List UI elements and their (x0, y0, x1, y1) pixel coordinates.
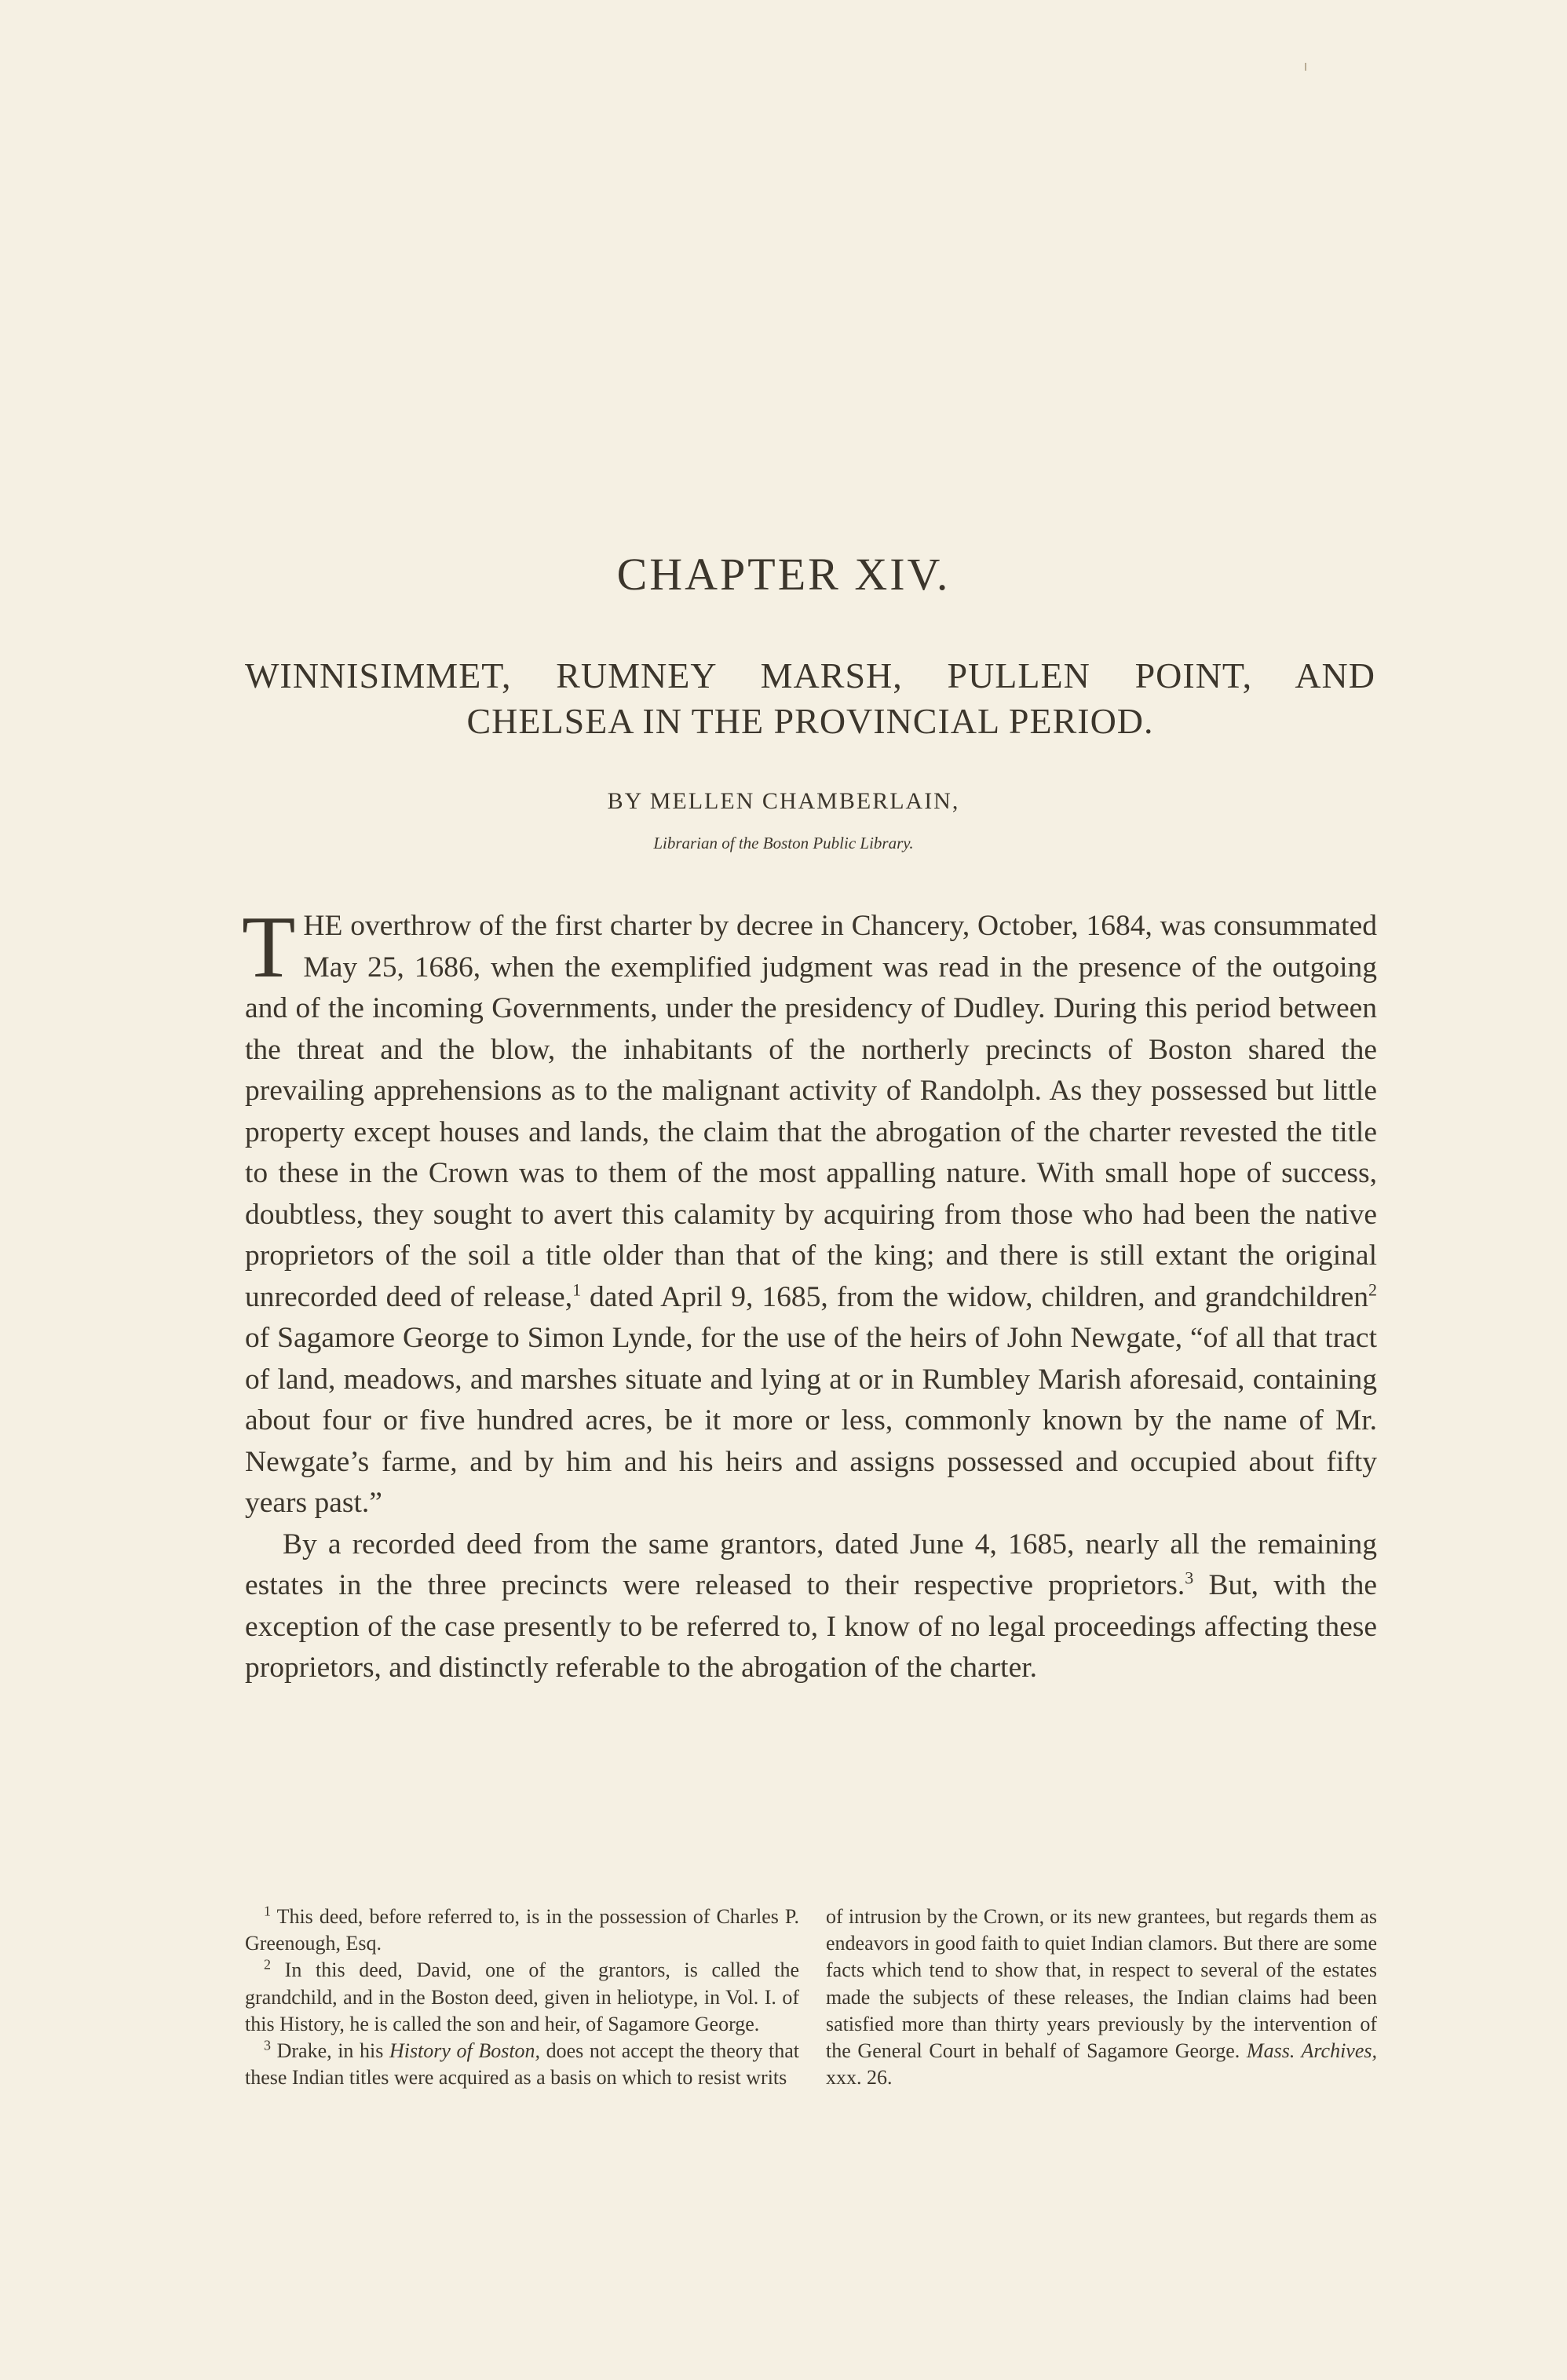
footnote-3-continued (826, 1904, 1377, 2091)
author-byline: BY MELLEN CHAMBERLAIN, (607, 788, 960, 814)
footnote-3-number: 3 (264, 2037, 271, 2053)
page-mark (1305, 63, 1306, 71)
body-text (242, 899, 1378, 1689)
chapter-title (245, 653, 1375, 744)
footnote-1 (245, 1904, 799, 1957)
paragraph-1 (242, 899, 1378, 1524)
paragraph-2 (245, 1524, 1377, 1689)
paragraph-1-text-a: HE overthrow of the first charter by decree in Chancery, October, 1684, was consummated May 25, 1686, when the exemplified judgment was read in the presence of the outgoing and of the incoming Governments, under the presidency of Dudley. During this period between the threat and the blow, the inhabitants of the northerly precincts of Boston shared the prevailing apprehensions as to the malignant activity of Randolph. As they possessed but little property except houses and lands, the claim that the abrogation of the charter revested the title to these in the Crown was to them of the most appalling nature. With small hope of success, doubtless, they sought to avert this calamity by acquiring from those who had been the native proprietors of the soil a title older than that of the king; and there is still extant the original unrecorded deed of release, (245, 910, 1377, 1313)
footnote-3 (245, 2038, 799, 2091)
footnote-3-text-a: Drake, in his (276, 2039, 389, 2063)
footnote-ref-2: 2 (1368, 1279, 1378, 1299)
footnote-3-source: Mass. Archives, (1246, 2039, 1378, 2063)
footnote-2-text: In this deed, David, one of the grantors, is called the grandchild, and in the Boston deed, given in heliotype, in Vol. I. of this History, he is called the son and heir, of Sagamore George. (245, 1958, 799, 2035)
paragraph-1-text-c: of Sagamore George to Simon Lynde, for the use of the heirs of John Newgate, “of all that tract of land, meadows, and marshes situate and lying at or in Rumbley Marish aforesaid, containing about four or five hundred acres, be it more or less, commonly known by the name of Mr. Newgate’s farme, and by him and his heirs and assigns possessed and occupied about fifty years past.” (245, 1322, 1377, 1519)
footnotes-column-left (245, 1904, 799, 2091)
author-affiliation: Librarian of the Boston Public Library. (653, 834, 914, 852)
footnote-ref-3: 3 (1185, 1568, 1194, 1588)
footnote-3-text-b-start: does not accept the theory that these Indian titles were acquired as a basis on which to resist writs (245, 2039, 800, 2090)
chapter-heading: CHAPTER XIV. (616, 549, 951, 600)
paragraph-2-text-a: By a recorded deed from the same grantors, dated June 4, 1685, nearly all the remaining estates in the three precincts were released to their respective proprietors. (245, 1528, 1377, 1601)
drop-cap: T (242, 899, 296, 996)
footnote-2-number: 2 (264, 1956, 271, 1973)
paragraph-2-text-b: But, with the exception of the case presently to be referred to, I know of no legal proceedings affecting these proprietors, and distinctly referable to the abrogation of the charter. (245, 1569, 1378, 1684)
footnote-3-book-title: History of Boston, (389, 2039, 541, 2063)
footnote-2 (245, 1957, 799, 2038)
chapter-title-line-1: WINNISIMMET, RUMNEY MARSH, PULLEN POINT, AND (245, 655, 1375, 695)
footnotes-column-right (826, 1904, 1377, 2091)
footnote-ref-1: 1 (572, 1279, 582, 1299)
footnote-3-text-b: of intrusion by the Crown, or its new grantees, but regards them as endeavors in good faith to quiet Indian clamors. But there are some facts which tend to show that, in respect to several of the estates made the subjects of these releases, the Indian claims had been satisfied more than thirty years previously by the intervention of the General Court in behalf of Sagamore George. (826, 1905, 1377, 2063)
footnote-1-text: This deed, before referred to, is in the possession of Charles P. Greenough, Esq. (245, 1905, 799, 1955)
paragraph-1-text-b: dated April 9, 1685, from the widow, children, and grandchildren (581, 1280, 1369, 1313)
footnote-3-cite: xxx. 26. (826, 2066, 893, 2090)
chapter-title-line-2: CHELSEA IN THE PROVINCIAL PERIOD. (466, 701, 1154, 741)
footnote-1-number: 1 (264, 1903, 271, 1919)
